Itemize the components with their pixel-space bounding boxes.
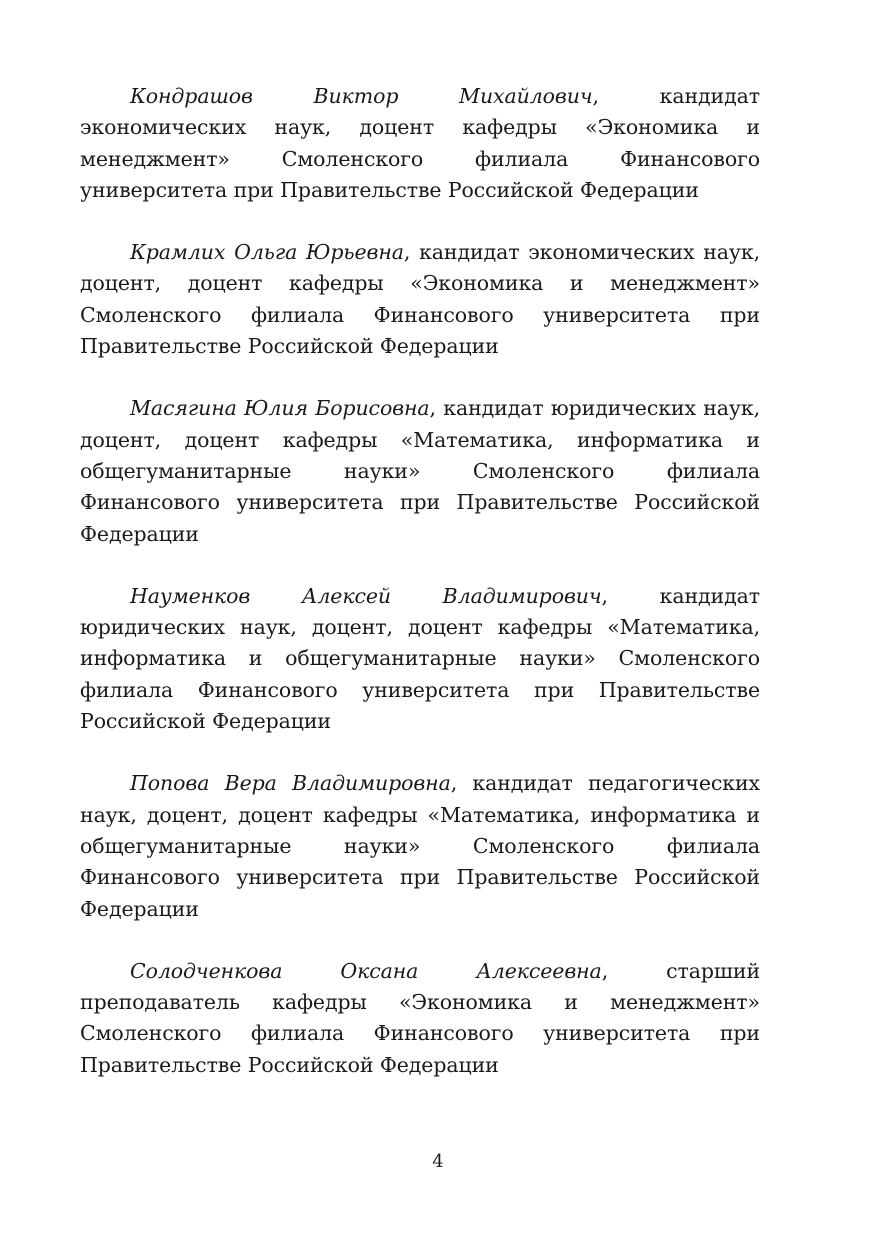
author-list [80,81,760,1112]
author-name: Попова Вера Владимировна [130,771,451,796]
author-name: Солодченкова Оксана Алексеевна [130,958,602,983]
author-entry [80,956,760,1081]
author-description: , старший преподаватель кафедры «Экономика и менеджмент» Смоленского филиала Финансового университета при Правительстве Российской Федерации [80,958,761,1077]
author-entry [80,581,760,737]
page-number: 4 [432,1151,444,1172]
author-entry [80,237,760,362]
author-entry [80,393,760,549]
author-name: Науменков Алексей Владимирович [130,583,602,608]
author-description: , кандидат экономических наук, доцент, доцент кафедры «Экономика и менеджмент» Смоленского филиала Финансового университета при Правительстве Российской Федерации [80,240,760,359]
author-name: Кондрашов Виктор Михайлович [130,84,593,108]
author-name: Крамлих Ольга Юрьевна [130,240,404,265]
author-name: Масягина Юлия Борисовна [130,396,430,421]
author-entry [80,81,760,206]
author-entry [80,768,760,924]
author-description: , кандидат юридических наук, доцент, доцент кафедры «Математика, информатика и общегуманитарные науки» Смоленского филиала Финансового университета при Правительстве Российской Федерации [80,396,760,546]
author-description: , кандидат экономических наук, доцент кафедры «Экономика и менеджмент» Смоленского филиала Финансового университета при Правительстве Российской Федерации [80,84,760,202]
author-description: , кандидат юридических наук, доцент, доцент кафедры «Математика, информатика и общегуманитарные науки» Смоленского филиала Финансового университета при Правительстве Российской Федерации [80,583,761,734]
author-description: , кандидат педагогических наук, доцент, доцент кафедры «Математика, информатика и общегуманитарные науки» Смоленского филиала Финансового университета при Правительстве Российской Федерации [80,771,760,921]
